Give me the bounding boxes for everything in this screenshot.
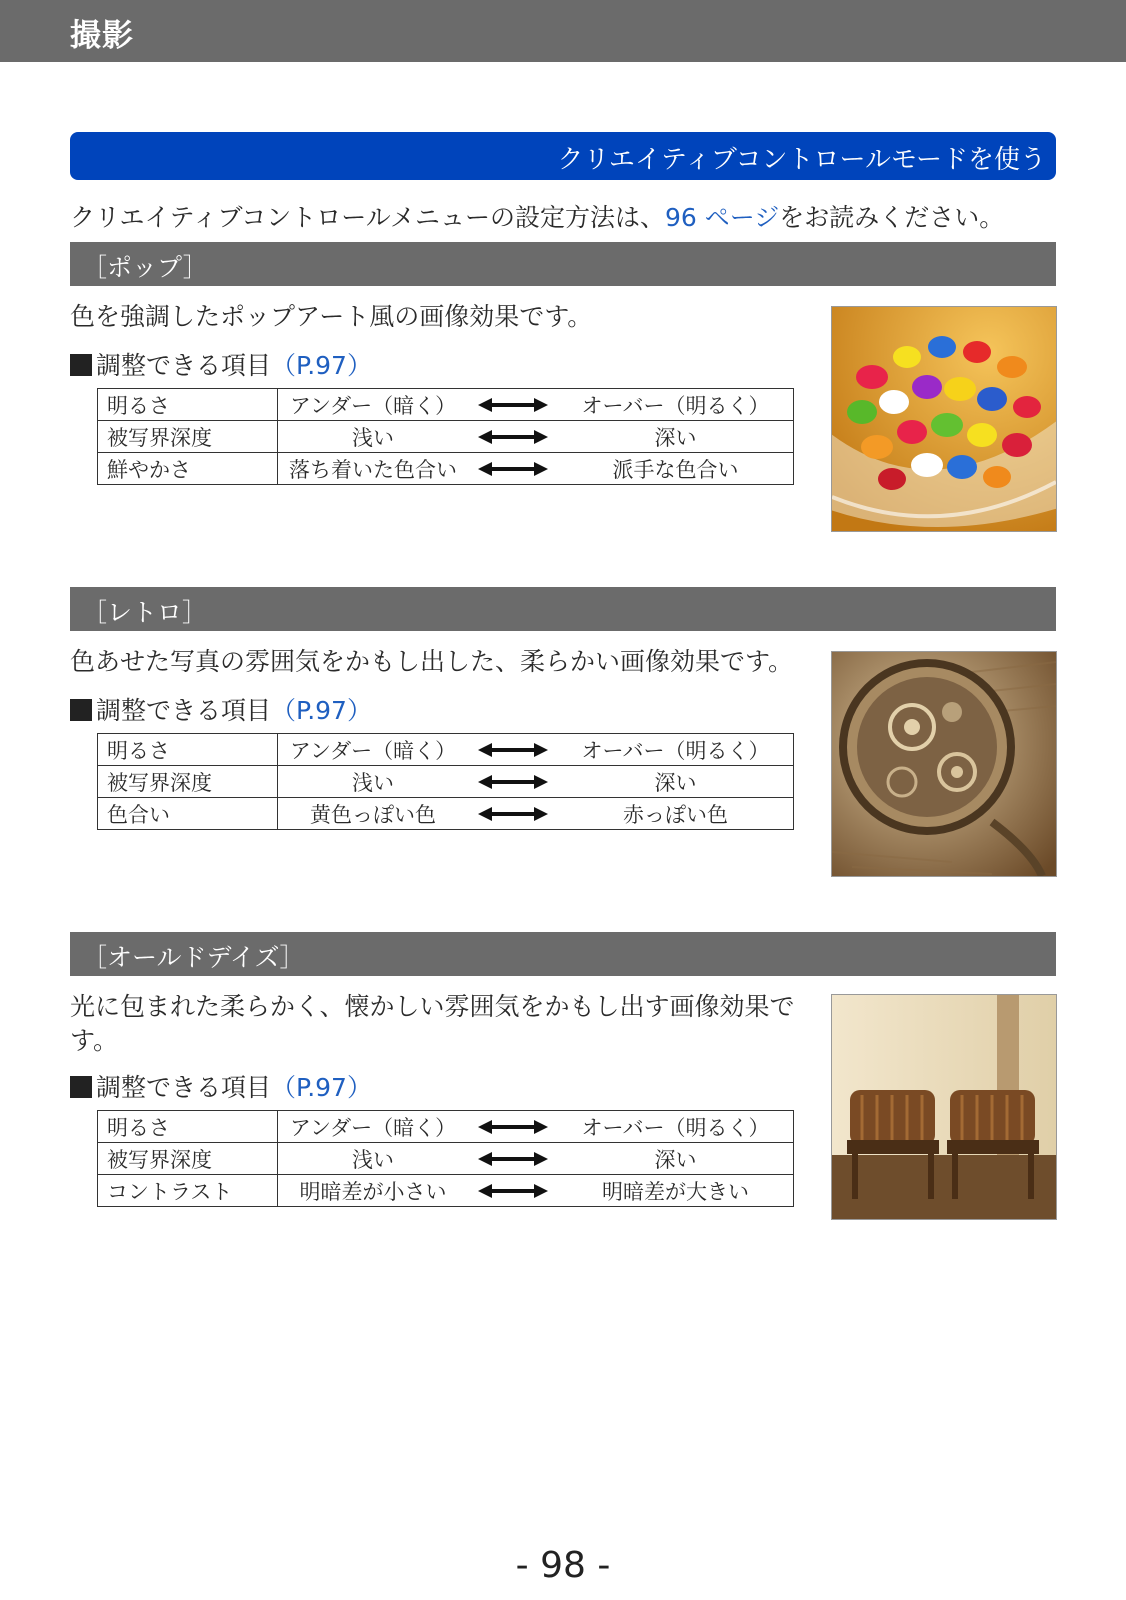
table-row	[98, 798, 794, 830]
adjust-label: 調整できる項目	[96, 351, 272, 380]
double-arrow-icon	[468, 1143, 558, 1175]
table-row	[98, 1143, 794, 1175]
table-row	[98, 453, 794, 485]
sample-photo-pocket-watch	[831, 651, 1057, 877]
param-low: 浅い	[278, 766, 469, 798]
adjustable-items-heading	[70, 346, 372, 382]
section-title: ［オールドデイズ］	[82, 943, 305, 972]
param-name: 明るさ	[98, 734, 278, 766]
double-arrow-icon	[468, 734, 558, 766]
param-high: オーバー（明るく）	[558, 389, 794, 421]
param-high: 深い	[558, 1143, 794, 1175]
param-name: 明るさ	[98, 389, 278, 421]
section-bar-pop	[70, 242, 1056, 286]
param-low: 明暗差が小さい	[278, 1175, 469, 1207]
page-link[interactable]: 96 ページ	[665, 203, 780, 232]
table-row	[98, 734, 794, 766]
param-low: アンダー（暗く）	[278, 1111, 469, 1143]
section-banner	[70, 132, 1056, 180]
double-arrow-icon	[468, 389, 558, 421]
section-bar-old-days	[70, 932, 1056, 976]
bullet-square-icon	[70, 354, 92, 376]
table-row	[98, 1175, 794, 1207]
double-arrow-icon	[468, 453, 558, 485]
param-low: アンダー（暗く）	[278, 734, 469, 766]
param-name: 被写界深度	[98, 1143, 278, 1175]
parameter-table	[97, 388, 794, 485]
table-row	[98, 1111, 794, 1143]
double-arrow-icon	[468, 1111, 558, 1143]
table-row	[98, 389, 794, 421]
section-bar-retro	[70, 587, 1056, 631]
banner-title: クリエイティブコントロールモードを使う	[557, 145, 1046, 175]
param-name: 鮮やかさ	[98, 453, 278, 485]
param-low: 浅い	[278, 421, 469, 453]
sample-photo-chairs	[831, 994, 1057, 1220]
param-name: 明るさ	[98, 1111, 278, 1143]
bullet-square-icon	[70, 1076, 92, 1098]
header-bar	[0, 0, 1126, 62]
page-number: - 98 -	[515, 1545, 611, 1586]
param-high: 深い	[558, 421, 794, 453]
double-arrow-icon	[468, 766, 558, 798]
table-row	[98, 421, 794, 453]
bullet-square-icon	[70, 699, 92, 721]
table-row	[98, 766, 794, 798]
adjustable-items-heading	[70, 691, 372, 727]
param-name: 色合い	[98, 798, 278, 830]
adjust-page-link[interactable]: （P.97）	[271, 1073, 372, 1102]
sample-photo-jellybeans	[831, 306, 1057, 532]
param-name: 被写界深度	[98, 766, 278, 798]
double-arrow-icon	[468, 798, 558, 830]
param-name: コントラスト	[98, 1175, 278, 1207]
adjust-label: 調整できる項目	[96, 696, 272, 725]
param-low: 浅い	[278, 1143, 469, 1175]
parameter-table	[97, 733, 794, 830]
adjust-page-link[interactable]: （P.97）	[271, 351, 372, 380]
param-high: 派手な色合い	[558, 453, 794, 485]
param-name: 被写界深度	[98, 421, 278, 453]
param-high: オーバー（明るく）	[558, 734, 794, 766]
adjust-page-link[interactable]: （P.97）	[271, 696, 372, 725]
param-low: 落ち着いた色合い	[278, 453, 469, 485]
section-description: 色を強調したポップアート風の画像効果です。	[70, 302, 593, 331]
param-high: 赤っぽい色	[558, 798, 794, 830]
double-arrow-icon	[468, 421, 558, 453]
section-description: 色あせた写真の雰囲気をかもし出した、柔らかい画像効果です。	[70, 647, 794, 676]
section-title: ［レトロ］	[82, 598, 208, 627]
param-high: 深い	[558, 766, 794, 798]
section-description: 光に包まれた柔らかく、懐かしい雰囲気をかもし出す画像効果です。	[70, 992, 795, 1055]
param-low: 黄色っぽい色	[278, 798, 469, 830]
intro-text	[70, 198, 1004, 234]
parameter-table	[97, 1110, 794, 1207]
section-title: ［ポップ］	[82, 253, 208, 282]
param-high: 明暗差が大きい	[558, 1175, 794, 1207]
intro-after: をお読みください。	[779, 203, 1005, 232]
adjustable-items-heading	[70, 1068, 372, 1104]
param-low: アンダー（暗く）	[278, 389, 469, 421]
param-high: オーバー（明るく）	[558, 1111, 794, 1143]
double-arrow-icon	[468, 1175, 558, 1207]
intro-before: クリエイティブコントロールメニューの設定方法は、	[70, 203, 666, 232]
chapter-title: 撮影	[70, 18, 134, 54]
adjust-label: 調整できる項目	[96, 1073, 272, 1102]
